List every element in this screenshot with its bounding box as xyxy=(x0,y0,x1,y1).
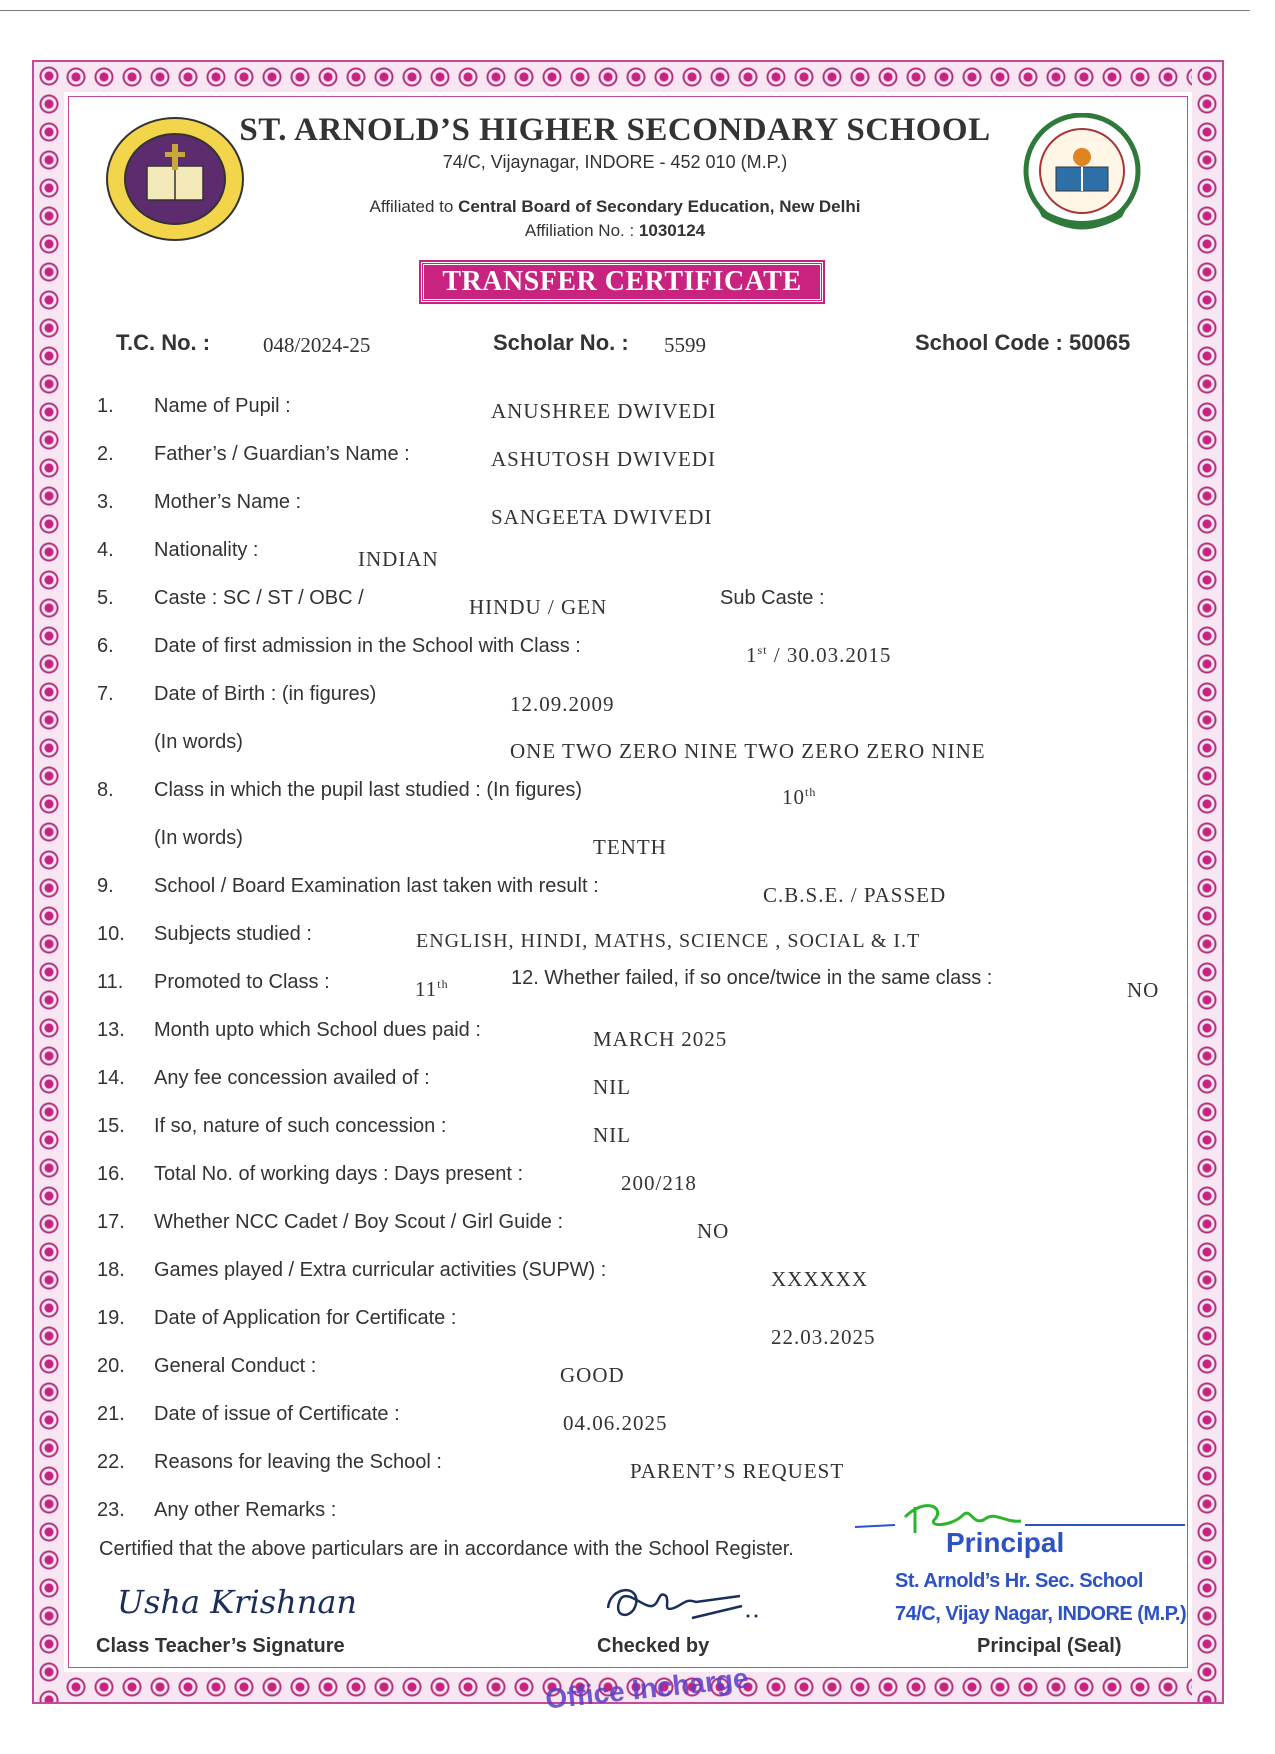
promoted-value xyxy=(415,977,449,1002)
item-number: 3. xyxy=(97,491,114,513)
nationality-value: INDIAN xyxy=(358,547,439,571)
promoted-class-suffix: th xyxy=(437,977,449,991)
remarks-label: Any other Remarks : xyxy=(154,1499,337,1521)
item-number: 15. xyxy=(97,1115,125,1137)
application-date-value: 22.03.2025 xyxy=(771,1325,876,1349)
item-number: 6. xyxy=(97,635,114,657)
stamp-principal-title: Principal xyxy=(946,1527,1065,1558)
dob-words-value: ONE TWO ZERO NINE TWO ZERO ZERO NINE xyxy=(510,739,986,763)
item-number: 11. xyxy=(97,971,124,993)
item-number: 2. xyxy=(97,443,114,465)
caste-value: HINDU / GEN xyxy=(469,595,608,619)
issue-date-value: 04.06.2025 xyxy=(563,1411,668,1435)
certificate-title: TRANSFER CERTIFICATE xyxy=(421,262,823,302)
item-number: 16. xyxy=(97,1163,125,1185)
school-code: School Code : 50065 xyxy=(915,330,1131,355)
item-number: 4. xyxy=(97,539,114,561)
item-number: 9. xyxy=(97,875,114,897)
stamp-school-name: St. Arnold’s Hr. Sec. School xyxy=(895,1570,1143,1592)
last-class-figures-value xyxy=(782,785,816,810)
games-value: XXXXXX xyxy=(771,1267,868,1291)
concession-nature-label: If so, nature of such concession : xyxy=(154,1115,447,1137)
application-date-label: Date of Application for Certificate : xyxy=(154,1307,457,1329)
dues-paid-label: Month upto which School dues paid : xyxy=(154,1019,481,1041)
games-label: Games played / Extra curricular activities (SUPW) : xyxy=(154,1259,607,1281)
working-days-label: Total No. of working days : Days present : xyxy=(154,1163,524,1185)
certification-statement: Certified that the above particulars are in accordance with the School Register. xyxy=(99,1538,794,1560)
concession-nature-value: NIL xyxy=(593,1123,631,1147)
mother-name-value: SANGEETA DWIVEDI xyxy=(491,505,713,529)
last-class-number: 10 xyxy=(782,785,805,809)
pupil-name-label: Name of Pupil : xyxy=(154,395,291,417)
last-class-words-value: TENTH xyxy=(593,835,667,859)
subjects-value: ENGLISH, HINDI, MATHS, SCIENCE , SOCIAL & I.T xyxy=(416,930,921,952)
fee-concession-value: NIL xyxy=(593,1075,631,1099)
nationality-label: Nationality : xyxy=(154,539,259,561)
issue-date-label: Date of issue of Certificate : xyxy=(154,1403,400,1425)
last-class-suffix: th xyxy=(805,785,817,799)
guardian-name-value: ASHUTOSH DWIVEDI xyxy=(491,447,717,471)
principal-seal-label: Principal (Seal) xyxy=(977,1635,1122,1657)
scholar-number-value: 5599 xyxy=(664,333,706,357)
checked-by-label: Checked by xyxy=(597,1635,710,1657)
item-number: 19. xyxy=(97,1307,125,1329)
tc-number-value: 048/2024-25 xyxy=(263,333,371,357)
ncc-label: Whether NCC Cadet / Boy Scout / Girl Guide : xyxy=(154,1211,564,1233)
leaving-reason-value: PARENT’S REQUEST xyxy=(630,1459,845,1483)
class-teacher-signature-label: Class Teacher’s Signature xyxy=(96,1635,345,1657)
pupil-name-value: ANUSHREE DWIVEDI xyxy=(491,399,717,423)
promoted-class: 11 xyxy=(415,977,438,1001)
item-number: 22. xyxy=(97,1451,125,1473)
conduct-value: GOOD xyxy=(560,1363,625,1387)
failed-value: NO xyxy=(1127,978,1160,1002)
affiliation-value: 1030124 xyxy=(638,221,706,240)
stamp-school-address: 74/C, Vijay Nagar, INDORE (M.P.) xyxy=(895,1603,1187,1625)
affiliated-board: Central Board of Secondary Education, New Delhi xyxy=(458,197,861,216)
subjects-label: Subjects studied : xyxy=(154,923,312,945)
item-number: 20. xyxy=(97,1355,125,1377)
item-number: 10. xyxy=(97,923,125,945)
dob-figures-label: Date of Birth : (in figures) xyxy=(154,683,377,705)
promoted-label: Promoted to Class : xyxy=(154,971,330,993)
item-number: 21. xyxy=(97,1403,125,1425)
affiliation-label: Affiliation No. : xyxy=(524,221,635,240)
ncc-value: NO xyxy=(697,1219,730,1243)
last-exam-value: C.B.S.E. / PASSED xyxy=(763,883,947,907)
school-name: ST. ARNOLD’S HIGHER SECONDARY SCHOOL xyxy=(239,112,991,148)
affiliation-line xyxy=(200,197,1030,217)
last-class-words-label: (In words) xyxy=(154,827,243,849)
item-number: 13. xyxy=(97,1019,125,1041)
mother-name-label: Mother’s Name : xyxy=(154,491,302,513)
school-address: 74/C, Vijaynagar, INDORE - 452 010 (M.P.) xyxy=(442,152,788,172)
admission-class: 1 xyxy=(746,643,758,667)
dob-figures-value: 12.09.2009 xyxy=(510,692,615,716)
last-exam-label: School / Board Examination last taken with result : xyxy=(154,875,599,897)
dob-words-label: (In words) xyxy=(154,731,243,753)
failed-label: 12. Whether failed, if so once/twice in the same class : xyxy=(511,967,993,989)
cbse-emblem-icon xyxy=(1018,113,1146,237)
dues-paid-value: MARCH 2025 xyxy=(593,1027,728,1051)
last-class-figures-label: Class in which the pupil last studied : (In figures) xyxy=(154,779,582,801)
item-number: 23. xyxy=(97,1499,125,1521)
border-left xyxy=(34,62,64,1702)
item-number: 5. xyxy=(97,587,114,609)
admission-date: / 30.03.2015 xyxy=(767,643,892,667)
checked-by-signature-icon xyxy=(600,1578,760,1628)
item-number: 17. xyxy=(97,1211,125,1233)
item-number: 14. xyxy=(97,1067,125,1089)
affiliation-number xyxy=(200,221,1030,241)
affiliated-prefix: Affiliated to xyxy=(369,197,454,216)
first-admission-value xyxy=(746,643,891,668)
sub-caste-label: Sub Caste : xyxy=(720,587,825,609)
class-teacher-signature: Usha Krishnan xyxy=(117,1583,358,1621)
caste-label: Caste : SC / ST / OBC / xyxy=(154,587,364,609)
fee-concession-label: Any fee concession availed of : xyxy=(154,1067,430,1089)
working-days-value: 200/218 xyxy=(621,1171,697,1195)
item-number: 7. xyxy=(97,683,114,705)
office-incharge-stamp: Office Incharge xyxy=(543,1662,750,1715)
item-number: 8. xyxy=(97,779,114,801)
first-admission-label: Date of first admission in the School with Class : xyxy=(154,635,581,657)
item-number: 18. xyxy=(97,1259,125,1281)
item-number: 1. xyxy=(97,395,114,417)
leaving-reason-label: Reasons for leaving the School : xyxy=(154,1451,442,1473)
scan-edge-line xyxy=(0,10,1250,11)
border-top xyxy=(34,62,1222,92)
guardian-name-label: Father’s / Guardian’s Name : xyxy=(154,443,410,465)
conduct-label: General Conduct : xyxy=(154,1355,317,1377)
scholar-number-label: Scholar No. : xyxy=(493,330,629,355)
tc-number-label: T.C. No. : xyxy=(116,330,211,355)
border-right xyxy=(1192,62,1222,1702)
admission-class-suffix: st xyxy=(757,643,768,657)
